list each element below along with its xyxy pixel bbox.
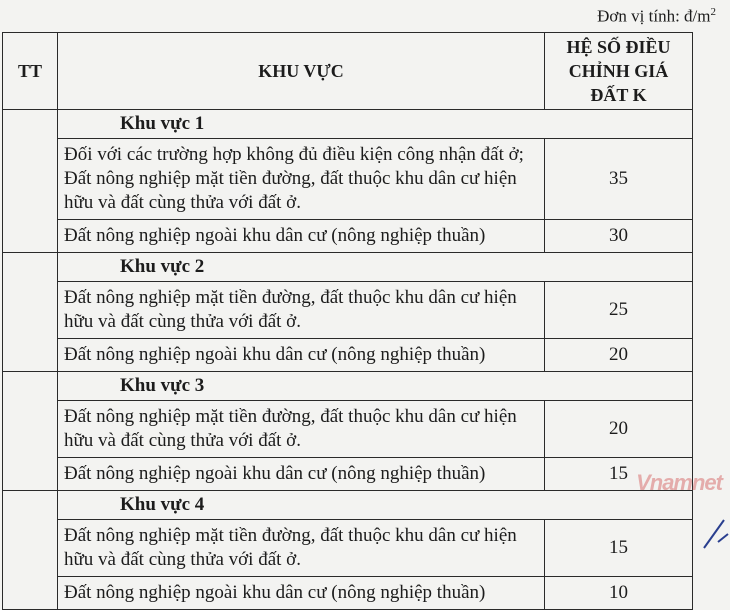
header-area: KHU VỰC <box>58 33 545 110</box>
coefficient-cell: 15 <box>545 458 693 491</box>
header-k-line2: CHỈNH GIÁ <box>568 61 669 81</box>
header-tt: TT <box>3 33 58 110</box>
land-type-cell: Đất nông nghiệp mặt tiền đường, đất thuộc khu dân cư hiện hữu và đất cùng thửa với đất ở. <box>58 520 545 577</box>
coefficient-cell: 35 <box>545 139 693 220</box>
pen-mark-icon <box>700 512 730 552</box>
land-type-cell: Đất nông nghiệp mặt tiền đường, đất thuộc khu dân cư hiện hữu và đất cùng thửa với đất ở. <box>58 282 545 339</box>
header-k-line1: HỆ SỐ ĐIỀU <box>566 37 671 57</box>
coefficient-cell: 10 <box>545 577 693 610</box>
coefficient-cell: 25 <box>545 282 693 339</box>
watermark-logo: Vnamnet <box>636 470 722 495</box>
header-row <box>3 33 693 110</box>
unit-label: Đơn vị tính: đ/m <box>597 6 711 26</box>
land-type-cell: Đất nông nghiệp ngoài khu dân cư (nông nghiệp thuần) <box>58 458 545 491</box>
land-type-cell: Đối với các trường hợp không đủ điều kiện công nhận đất ở; Đất nông nghiệp mặt tiền đường, đất thuộc khu dân cư hiện hữu và đất cùng thửa với đất ở. <box>58 139 545 220</box>
region-title-row <box>3 372 693 401</box>
tt-cell <box>3 372 58 491</box>
land-price-coefficient-table <box>2 32 693 610</box>
land-type-cell: Đất nông nghiệp ngoài khu dân cư (nông nghiệp thuần) <box>58 577 545 610</box>
tt-cell <box>3 491 58 610</box>
table-row <box>3 220 693 253</box>
region-title-row <box>3 491 693 520</box>
land-type-cell: Đất nông nghiệp mặt tiền đường, đất thuộc khu dân cư hiện hữu và đất cùng thửa với đất ở. <box>58 401 545 458</box>
header-k-line3: ĐẤT K <box>590 85 647 105</box>
unit-note <box>597 6 716 27</box>
land-type-cell: Đất nông nghiệp ngoài khu dân cư (nông nghiệp thuần) <box>58 339 545 372</box>
region-title-row <box>3 110 693 139</box>
region-title: Khu vực 3 <box>58 372 693 401</box>
coefficient-cell: 15 <box>545 520 693 577</box>
table-row <box>3 577 693 610</box>
region-title: Khu vực 4 <box>58 491 693 520</box>
table-row <box>3 139 693 220</box>
coefficient-cell: 30 <box>545 220 693 253</box>
region-title: Khu vực 2 <box>58 253 693 282</box>
unit-power: 2 <box>710 6 716 18</box>
coefficient-cell: 20 <box>545 339 693 372</box>
tt-cell <box>3 253 58 372</box>
tt-cell <box>3 110 58 253</box>
coefficient-cell: 20 <box>545 401 693 458</box>
table-row <box>3 520 693 577</box>
region-title: Khu vực 1 <box>58 110 693 139</box>
table-body <box>3 110 693 610</box>
table-row <box>3 401 693 458</box>
land-type-cell: Đất nông nghiệp ngoài khu dân cư (nông nghiệp thuần) <box>58 220 545 253</box>
region-title-row <box>3 253 693 282</box>
header-k <box>545 33 693 110</box>
table-row <box>3 458 693 491</box>
table-row <box>3 339 693 372</box>
table-row <box>3 282 693 339</box>
